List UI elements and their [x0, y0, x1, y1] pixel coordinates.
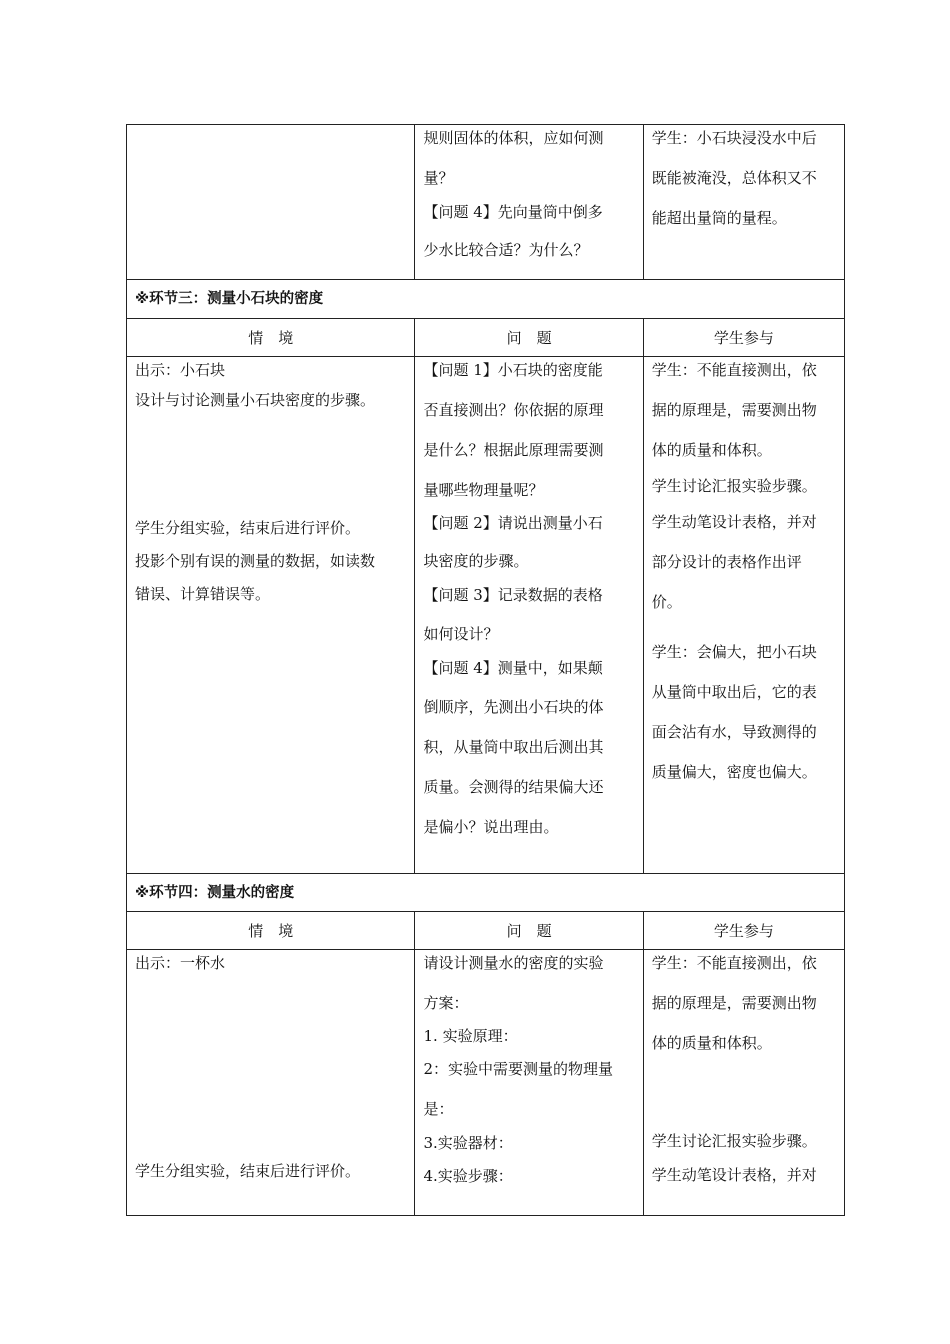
section-3-question-cell	[415, 357, 643, 874]
section-title: ※环节三：测量小石块的密度	[127, 280, 845, 319]
section-4-body-row	[127, 950, 845, 1216]
text-line: 块密度的步骤。	[423, 552, 529, 570]
text-line: 学生讨论汇报实验步骤。	[651, 1132, 817, 1150]
text-line: 质量。会测得的结果偏大还	[423, 778, 604, 796]
section-3-student-cell	[643, 357, 844, 874]
column-header-student: 学生参与	[643, 319, 844, 357]
text-line: 【问题 4】先向量筒中倒多	[423, 203, 603, 221]
section-4-student-cell	[643, 950, 844, 1216]
text-line: 【问题 3】记录数据的表格	[423, 586, 603, 604]
column-header-context: 情 境	[127, 319, 415, 357]
carry-cell-student	[643, 125, 844, 280]
section-3-header-row	[127, 319, 845, 357]
text-line: 学生：会偏大，把小石块	[651, 643, 817, 661]
text-line: 价。	[651, 593, 682, 611]
text-line: 学生动笔设计表格，并对	[651, 513, 817, 531]
text-line: 3.实验器材：	[423, 1134, 513, 1152]
text-line: 既能被淹没，总体积又不	[651, 169, 817, 187]
text-line: 学生动笔设计表格，并对	[651, 1166, 817, 1184]
section-3-title-row	[127, 280, 845, 319]
text-line: 学生分组实验，结束后进行评价。	[135, 519, 361, 537]
text-line: 出示：小石块	[135, 361, 226, 379]
text-line: 4.实验步骤：	[423, 1167, 513, 1185]
section-3-body-row	[127, 357, 845, 874]
text-line: 学生：小石块浸没水中后	[651, 129, 817, 147]
section-4-header-row	[127, 912, 845, 950]
section-4-question-cell	[415, 950, 643, 1216]
column-header-student: 学生参与	[643, 912, 844, 950]
text-line: 是偏小？说出理由。	[423, 818, 559, 836]
text-line: 方案：	[423, 994, 469, 1012]
text-line: 部分设计的表格作出评	[651, 553, 802, 571]
text-line: 【问题 1】小石块的密度能	[423, 361, 603, 379]
text-line: 错误、计算错误等。	[135, 585, 271, 603]
text-line: 【问题 4】测量中，如果颠	[423, 659, 603, 677]
column-header-context: 情 境	[127, 912, 415, 950]
text-line: 体的质量和体积。	[651, 1034, 772, 1052]
column-header-question: 问 题	[415, 319, 643, 357]
text-line: 请设计测量水的密度的实验	[423, 954, 604, 972]
text-line: 量？	[423, 169, 454, 187]
text-line: 是什么？根据此原理需要测	[423, 441, 604, 459]
text-line: 能超出量筒的量程。	[651, 209, 787, 227]
section-title: ※环节四：测量水的密度	[127, 874, 845, 912]
text-line: 据的原理是，需要测出物	[651, 401, 817, 419]
text-line: 设计与讨论测量小石块密度的步骤。	[135, 391, 376, 409]
text-line: 投影个别有误的测量的数据，如读数	[135, 552, 376, 570]
section-4-title-row	[127, 874, 845, 912]
text-line: 量哪些物理量呢？	[423, 481, 544, 499]
carry-cell-context	[127, 125, 415, 280]
text-line: 规则固体的体积，应如何测	[423, 129, 604, 147]
text-line: 面会沾有水，导致测得的	[651, 723, 817, 741]
lesson-table	[126, 124, 845, 1216]
text-line: 质量偏大，密度也偏大。	[651, 763, 817, 781]
text-line: 据的原理是，需要测出物	[651, 994, 817, 1012]
text-line: 倒顺序，先测出小石块的体	[423, 698, 604, 716]
section-3-context-cell	[127, 357, 415, 874]
carry-cell-question	[415, 125, 643, 280]
text-line: 体的质量和体积。	[651, 441, 772, 459]
text-line: 少水比较合适？为什么？	[423, 241, 589, 259]
text-line: 学生分组实验，结束后进行评价。	[135, 1162, 361, 1180]
text-line: 学生：不能直接测出，依	[651, 954, 817, 972]
section-4-context-cell	[127, 950, 415, 1216]
text-line: 学生讨论汇报实验步骤。	[651, 477, 817, 495]
text-line: 出示：一杯水	[135, 954, 226, 972]
text-line: 是：	[423, 1100, 454, 1118]
text-line: 1. 实验原理：	[423, 1027, 518, 1045]
text-line: 学生：不能直接测出，依	[651, 361, 817, 379]
text-line: 否直接测出？你依据的原理	[423, 401, 604, 419]
column-header-question: 问 题	[415, 912, 643, 950]
text-line: 【问题 2】请说出测量小石	[423, 514, 603, 532]
text-line: 积，从量筒中取出后测出其	[423, 738, 604, 756]
text-line: 如何设计？	[423, 625, 499, 643]
text-line: 2：实验中需要测量的物理量	[423, 1060, 614, 1078]
carry-row	[127, 125, 845, 280]
text-line: 从量筒中取出后，它的表	[651, 683, 817, 701]
